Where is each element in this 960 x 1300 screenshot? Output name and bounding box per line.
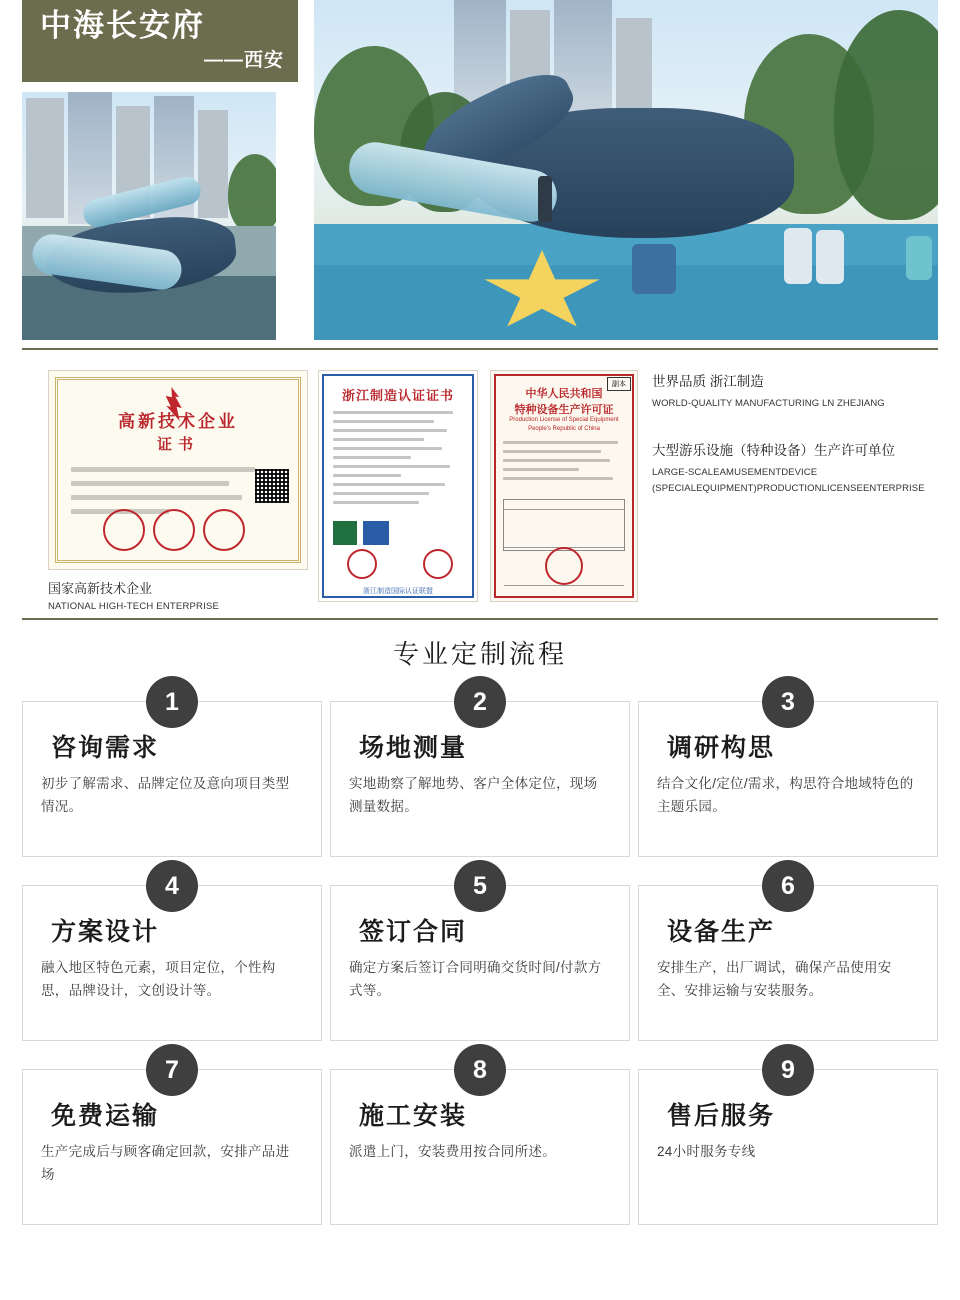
- certificates-section: [0, 348, 960, 620]
- process-step-4: [22, 871, 322, 1041]
- certificate-heading: 高新技术企业: [118, 412, 238, 431]
- step-number-badge: 8: [454, 1044, 506, 1096]
- official-seal: [103, 509, 145, 551]
- spacer: [652, 411, 942, 441]
- certificate-caption-cn: 国家高新技术企业: [48, 581, 153, 596]
- step-number-badge: 1: [146, 676, 198, 728]
- process-grid: [22, 687, 938, 1225]
- quality-slogan-cn: 世界品质 浙江制造: [652, 374, 764, 389]
- certificate-image: [48, 370, 308, 570]
- copy-badge: 副本: [607, 377, 631, 391]
- certificate-special-equipment: [490, 370, 638, 602]
- project-photo-render: [314, 0, 938, 340]
- process-step-6: [638, 871, 938, 1041]
- certificate-textlines: [333, 411, 463, 510]
- certificate-heading: 中华人民共和国: [525, 388, 603, 400]
- certificate-zhejiang: [318, 370, 478, 602]
- step-description: 生产完成后与顾客确定回款，安排产品进场: [41, 1144, 290, 1182]
- step-number-badge: 7: [146, 1044, 198, 1096]
- project-subtitle: ——西安: [203, 50, 284, 72]
- certificate-high-tech: [48, 370, 308, 612]
- hero-left-column: [22, 0, 298, 340]
- step-number-badge: 6: [762, 860, 814, 912]
- official-seal: [203, 509, 245, 551]
- process-step-3: [638, 687, 938, 857]
- process-title: 专业定制流程: [392, 639, 567, 669]
- certificate-subheading: 证书: [156, 436, 199, 453]
- project-photo-real: [22, 92, 276, 340]
- official-seal: [153, 509, 195, 551]
- official-seal: [545, 547, 583, 585]
- mark-logo-icon: [333, 521, 357, 545]
- person-figure: [538, 176, 552, 222]
- certificates-text-block: [652, 372, 942, 496]
- certificate-heading-en2: People's Republic of China: [528, 426, 600, 432]
- step-title: 调研构思: [667, 734, 776, 762]
- step-description: 初步了解需求、品牌定位及意向项目类型情况。: [41, 776, 290, 814]
- step-description: 融入地区特色元素，项目定位，个性构思，品牌设计，文创设计等。: [41, 960, 276, 998]
- process-step-7: [22, 1055, 322, 1225]
- process-step-2: [330, 687, 630, 857]
- project-title: 中海长安府: [40, 7, 205, 43]
- step-title: 签订合同: [359, 918, 468, 946]
- building-shape: [616, 18, 652, 122]
- certificate-footer: 浙江制造国际认证联盟: [363, 588, 433, 595]
- license-slogan-cn: 大型游乐设施（特种设备）生产许可单位: [652, 443, 895, 459]
- process-step-9: [638, 1055, 938, 1225]
- step-number-badge: 5: [454, 860, 506, 912]
- certificate-caption-en: NATIONAL HIGH-TECH ENTERPRISE: [48, 601, 220, 612]
- process-section: [0, 620, 960, 1225]
- step-number-badge: 2: [454, 676, 506, 728]
- step-title: 售后服务: [667, 1102, 776, 1130]
- step-title: 场地测量: [359, 734, 468, 762]
- project-title-block: [22, 0, 298, 82]
- step-title: 咨询需求: [51, 734, 160, 762]
- license-slogan-en: LARGE-SCALEAMUSEMENTDEVICE: [652, 467, 818, 479]
- license-slogan-en2: (SPECIALEQUIPMENT)PRODUCTIONLICENSEENTERPRISE: [652, 483, 925, 495]
- play-figure: [632, 244, 676, 294]
- process-row: [22, 871, 938, 1041]
- hero-section: [0, 0, 960, 340]
- certificate-subheading: 特种设备生产许可证: [514, 404, 614, 416]
- step-title: 设备生产: [667, 918, 776, 946]
- step-description: 确定方案后签订合同明确交货时间/付款方式等。: [349, 960, 602, 998]
- step-description: 安排生产，出厂调试，确保产品使用安全、安排运输与安装服务。: [657, 960, 892, 998]
- play-figure: [816, 230, 844, 284]
- certificate-table: [503, 499, 625, 551]
- certificate-image: [490, 370, 638, 602]
- certificate-textlines: [503, 441, 625, 486]
- process-step-5: [330, 871, 630, 1041]
- step-description: 结合文化/定位/需求，构思符合地域特色的主题乐园。: [657, 776, 914, 814]
- certificate-image: [318, 370, 478, 602]
- step-number-badge: 9: [762, 1044, 814, 1096]
- step-description: 实地勘察了解地势、客户全体定位，现场测量数据。: [349, 776, 598, 814]
- process-step-1: [22, 687, 322, 857]
- official-seal: [347, 549, 377, 579]
- step-title: 方案设计: [51, 918, 160, 946]
- step-title: 施工安装: [359, 1102, 468, 1130]
- process-step-8: [330, 1055, 630, 1225]
- step-number-badge: 3: [762, 676, 814, 728]
- building-shape: [26, 98, 64, 218]
- certificate-heading-en: Production License of Special Equipment: [509, 417, 619, 423]
- quality-slogan-en: WORLD-QUALITY MANUFACTURING LN ZHEJIANG: [652, 398, 885, 410]
- step-number-badge: 4: [146, 860, 198, 912]
- render-ground-2: [314, 265, 938, 340]
- tree-shape: [228, 154, 276, 234]
- qr-code: [255, 469, 289, 503]
- building-shape: [198, 110, 228, 218]
- divider-top: [22, 348, 938, 350]
- cqm-logo-icon: [363, 521, 389, 545]
- step-description: 派遣上门，安装费用按合同所述。: [349, 1144, 556, 1159]
- step-title: 免费运输: [51, 1102, 160, 1130]
- official-seal: [423, 549, 453, 579]
- process-row: [22, 687, 938, 857]
- certificate-heading: 浙江制造认证证书: [341, 388, 454, 403]
- process-row: [22, 1055, 938, 1225]
- step-description: 24小时服务专线: [657, 1144, 756, 1159]
- play-figure: [906, 236, 932, 280]
- play-figure: [784, 228, 812, 284]
